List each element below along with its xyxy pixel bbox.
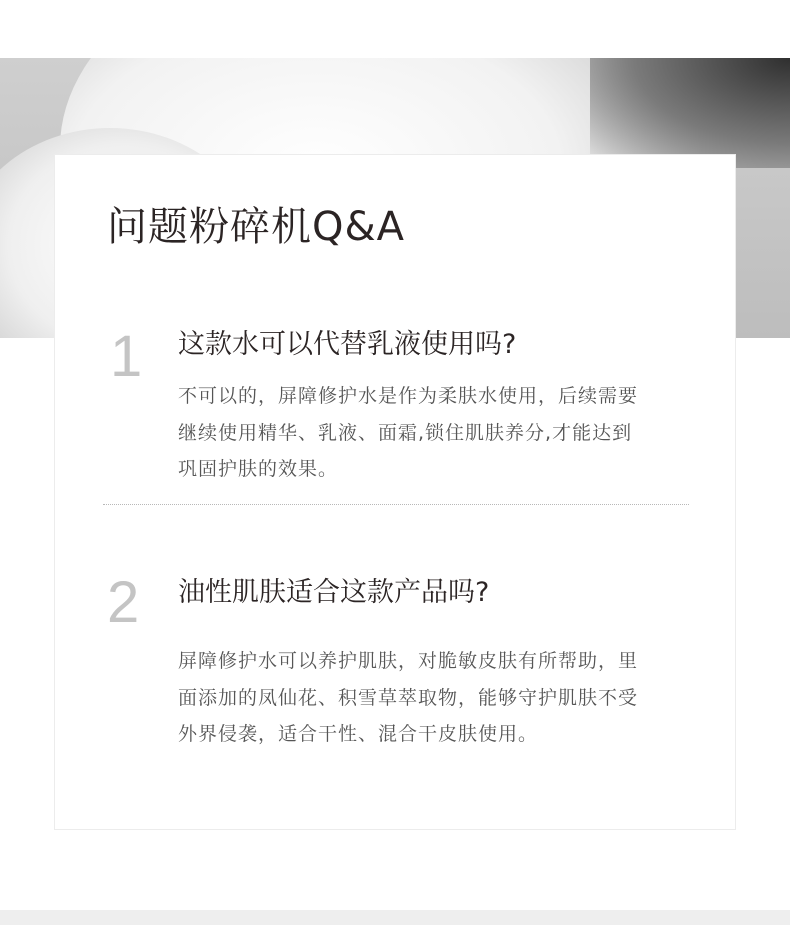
- decorative-shadow: [590, 58, 790, 168]
- qa-card: [54, 154, 736, 830]
- question-title-1: 这款水可以代替乳液使用吗?: [178, 329, 517, 360]
- bottom-strip: [0, 910, 790, 925]
- divider: [103, 504, 689, 505]
- question-number-1: 1: [110, 324, 143, 389]
- answer-text-1: 不可以的，屏障修护水是作为柔肤水使用，后续需要继续使用精华、乳液、面霜,锁住肌肤养分,才能达到巩固护肤的效果。: [178, 385, 639, 480]
- section-title: 问题粉碎机Q&A: [107, 204, 406, 250]
- question-number-2: 2: [107, 570, 140, 635]
- answer-text-2: 屏障修护水可以养护肌肤，对脆敏皮肤有所帮助，里面添加的凤仙花、积雪草萃取物，能够守护肌肤不受外界侵袭，适合干性、混合干皮肤使用。: [178, 650, 639, 745]
- question-title-2: 油性肌肤适合这款产品吗?: [178, 577, 490, 608]
